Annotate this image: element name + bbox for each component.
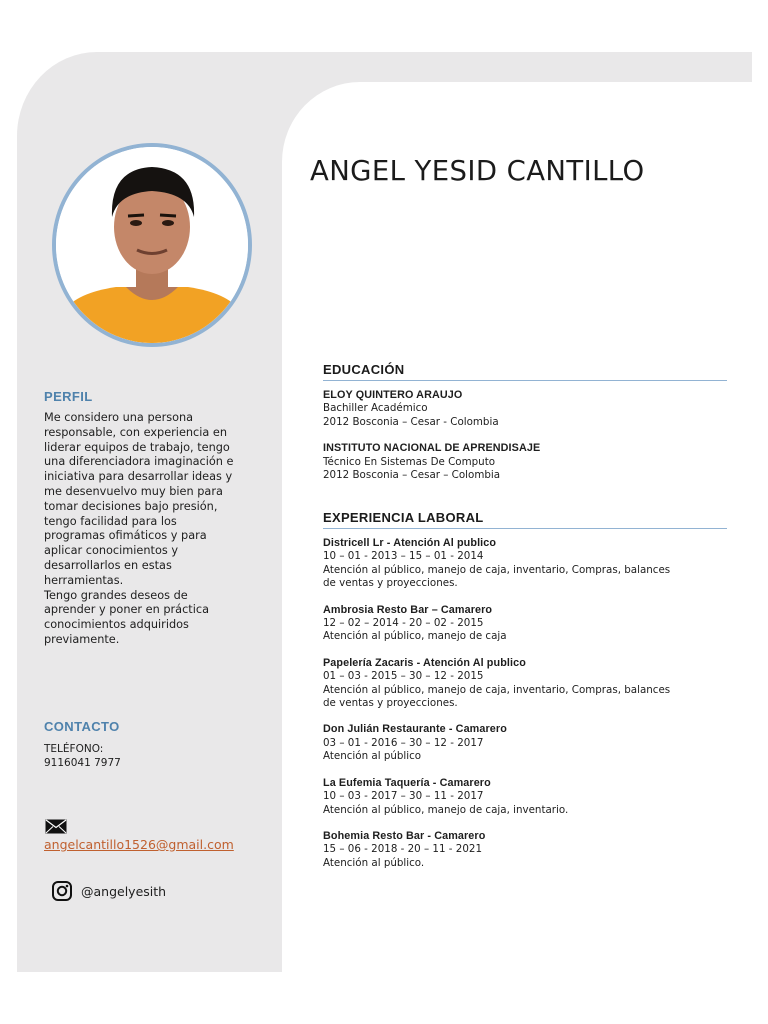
- job-description: Atención al público, manejo de caja, inventario.: [323, 803, 569, 816]
- job-dates: 10 – 03 - 2017 – 30 – 11 - 2017: [323, 790, 484, 803]
- education-location: 2012 Bosconia – Cesar - Colombia: [323, 415, 499, 428]
- job-title: Papelería Zacaris - Atención Al publico: [323, 656, 526, 669]
- experience-entry: [323, 657, 727, 711]
- job-description: Atención al público: [323, 750, 422, 763]
- contact-heading: CONTACTO: [44, 719, 120, 734]
- job-dates: 01 – 03 - 2015 – 30 – 12 - 2015: [323, 670, 484, 683]
- job-description: Atención al público, manejo de caja: [323, 630, 507, 643]
- experience-entry: [323, 777, 727, 817]
- phone-number: 9116041 7977: [44, 757, 121, 769]
- job-title: Don Julián Restaurante - Camarero: [323, 723, 507, 736]
- job-title: Districell Lr - Atención Al publico: [323, 537, 497, 549]
- job-dates: 10 – 01 - 2013 – 15 – 01 - 2014: [323, 550, 484, 563]
- profile-text: Me considero una persona responsable, con experiencia en liderar equipos de trabajo, tengo una diferenciadora imaginación e iniciativa para desarrollar ideas y me desenvuelvo muy bien para tomar decisiones bajo presión, tengo facilidad para los programas ofimáticos y para aplicar conocimientos y desarrollarlos en estas herramientas. Tengo grandes deseos de aprender y poner en práctica conocimientos adquiridos previamente.: [44, 411, 234, 646]
- education-entry: [323, 442, 727, 482]
- education-section: [323, 362, 727, 495]
- experience-section: [323, 510, 727, 883]
- email-link[interactable]: angelcantillo1526@gmail.com: [44, 837, 234, 852]
- experience-entry: [323, 604, 727, 644]
- job-title: Bohemia Resto Bar - Camarero: [323, 829, 486, 842]
- experience-entry: [323, 537, 727, 591]
- education-location: 2012 Bosconia – Cesar – Colombia: [323, 469, 501, 482]
- education-degree: Técnico En Sistemas De Computo: [323, 455, 496, 468]
- job-title: Ambrosia Resto Bar – Camarero: [323, 603, 493, 616]
- job-description: Atención al público.: [323, 856, 425, 869]
- experience-heading: EXPERIENCIA LABORAL: [323, 510, 727, 529]
- candidate-name: ANGEL YESID CANTILLO: [310, 155, 645, 187]
- education-heading: EDUCACIÓN: [323, 362, 727, 381]
- profile-heading: PERFIL: [44, 389, 93, 404]
- phone-label: TELÉFONO:: [44, 743, 104, 755]
- profile-photo: [52, 143, 252, 347]
- experience-entry: [323, 723, 727, 763]
- education-school: ELOY QUINTERO ARAUJO: [323, 389, 463, 401]
- job-dates: 03 – 01 - 2016 – 30 – 12 - 2017: [323, 736, 484, 749]
- education-degree: Bachiller Académico: [323, 402, 428, 415]
- envelope-icon: [45, 819, 67, 839]
- job-title: La Eufemia Taquería - Camarero: [323, 776, 491, 789]
- education-school: INSTITUTO NACIONAL DE APRENDISAJE: [323, 442, 541, 455]
- instagram-icon: [52, 881, 72, 906]
- job-dates: 12 – 02 – 2014 - 20 – 02 - 2015: [323, 617, 484, 630]
- job-description: Atención al público, manejo de caja, inventario, Compras, balances de ventas y proyecciones.: [323, 563, 671, 590]
- instagram-handle[interactable]: @angelyesith: [81, 884, 167, 899]
- experience-entry: [323, 830, 727, 870]
- job-description: Atención al público, manejo de caja, inventario, Compras, balances de ventas y proyecciones.: [323, 683, 671, 710]
- job-dates: 15 – 06 - 2018 - 20 – 11 - 2021: [323, 843, 482, 856]
- education-entry: [323, 389, 727, 429]
